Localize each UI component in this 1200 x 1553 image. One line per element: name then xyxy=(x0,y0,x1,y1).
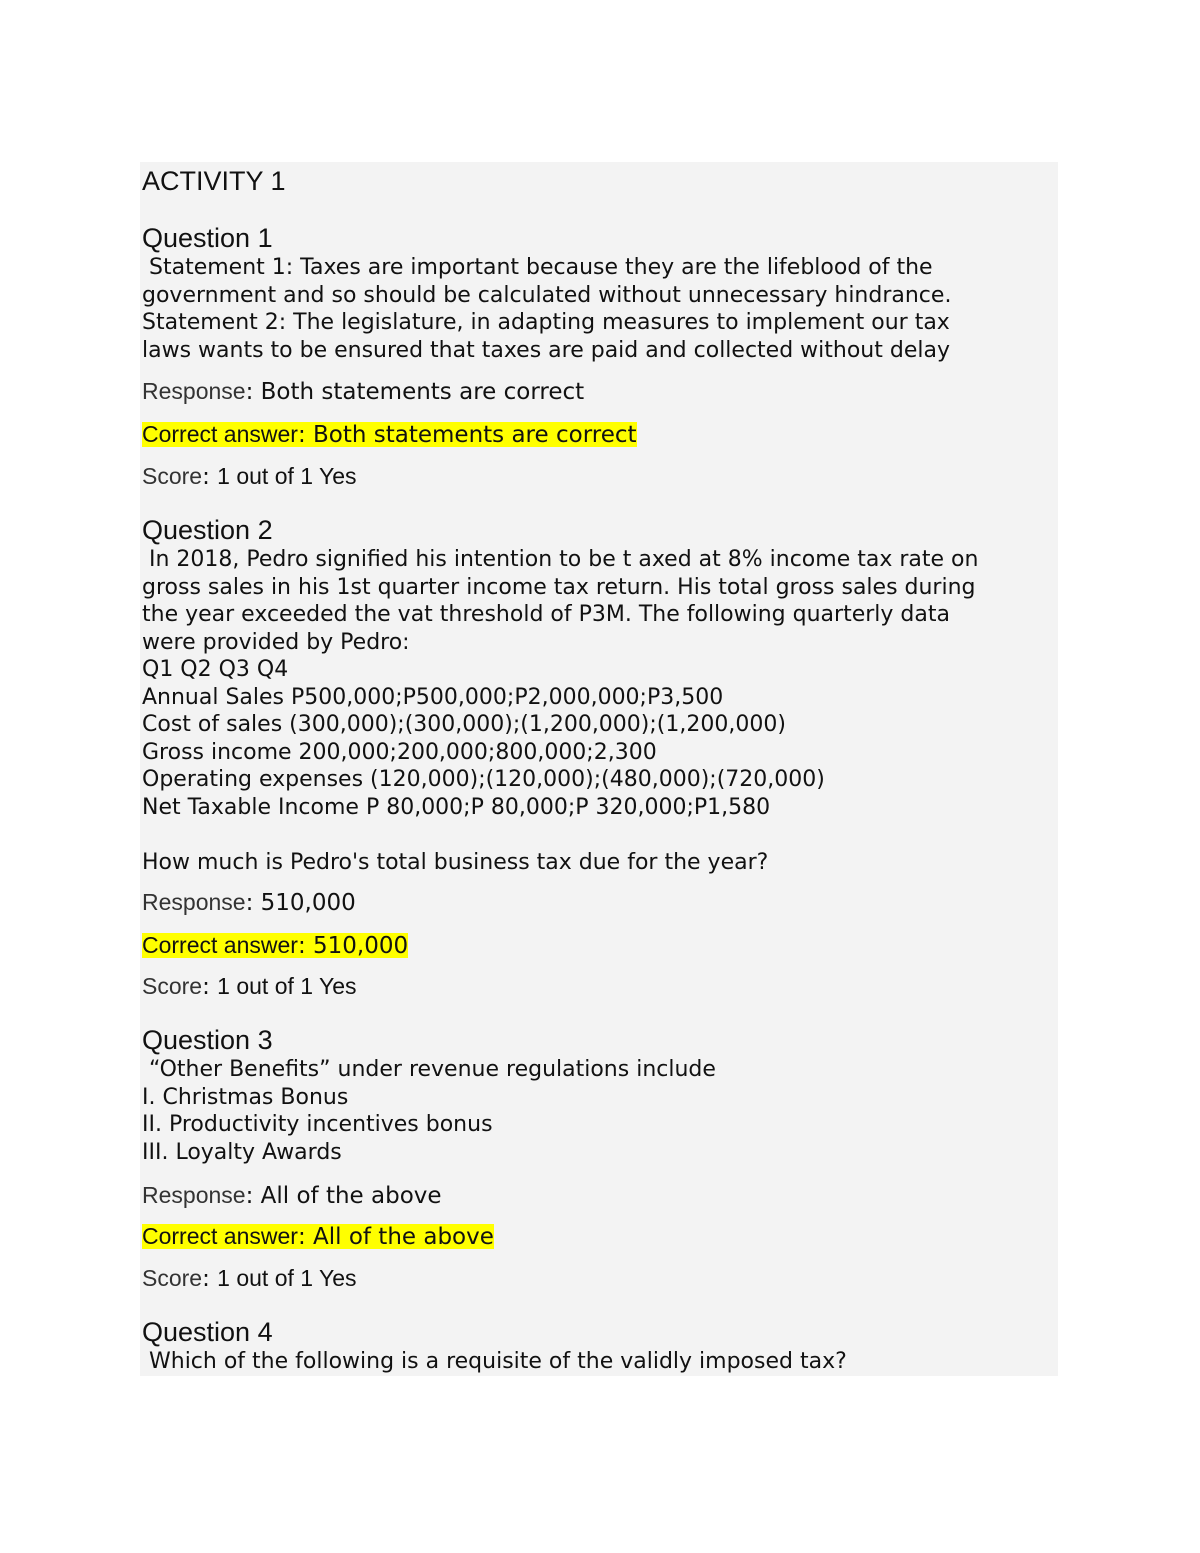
correct-answer-label: Correct answer xyxy=(142,932,298,958)
question-3-heading: Question 3 xyxy=(142,1025,273,1055)
question-3-score: Score: 1 out of 1 Yes xyxy=(142,1265,357,1292)
score-label: Score xyxy=(142,1265,203,1291)
score-value: 1 out of 1 Yes xyxy=(217,463,357,489)
question-2-text: In 2018, Pedro signified his intention to be t axed at 8% income tax rate on gross sales in his 1st quarter income tax return. His total gross sales during the year exceeded the vat threshold of P3M. The following quarterly data were provided by Pedro: Q1 Q2 Q3 Q4 Annual Sales P500,000;P500,000;P2,000,000;P3,500 Cost of sales (300,000);(300,000);(1,200,000);(1,200,000) Gross income 200,000;200,000;800,000;2,300 Operating expenses (120,000);(120,000);(480,000);(720,000) Net Taxable Income P 80,000;P 80,000;P 320,000;P1,580 How much is Pedro's total business tax due for the year? xyxy=(142,547,979,875)
score-label: Score xyxy=(142,463,203,489)
response-value: All of the above xyxy=(260,1183,442,1209)
question-1-correct-answer: Correct answer: Both statements are correct xyxy=(142,421,637,448)
correct-answer-value: Both statements are correct xyxy=(313,422,637,448)
question-2-heading: Question 2 xyxy=(142,515,273,545)
question-1-score: Score: 1 out of 1 Yes xyxy=(142,463,357,490)
correct-answer-value: 510,000 xyxy=(313,933,409,959)
question-4-text: Which of the following is a requisite of the validly imposed tax? xyxy=(142,1349,847,1374)
correct-answer-label: Correct answer xyxy=(142,421,298,447)
question-1-response: Response: Both statements are correct xyxy=(142,378,585,405)
question-4-heading: Question 4 xyxy=(142,1317,273,1347)
score-label: Score xyxy=(142,973,203,999)
question-2-correct-answer: Correct answer: 510,000 xyxy=(142,932,409,959)
document-title: ACTIVITY 1 xyxy=(142,166,286,196)
question-2-response: Response: 510,000 xyxy=(142,889,356,916)
question-1-heading: Question 1 xyxy=(142,223,273,253)
question-3-text: “Other Benefits” under revenue regulations include I. Christmas Bonus II. Productivity incentives bonus III. Loyalty Awards xyxy=(142,1057,716,1165)
question-3-response: Response: All of the above xyxy=(142,1182,442,1209)
response-label: Response xyxy=(142,889,246,915)
question-3-correct-answer: Correct answer: All of the above xyxy=(142,1223,494,1250)
correct-answer-value: All of the above xyxy=(313,1224,494,1250)
response-value: 510,000 xyxy=(260,890,356,916)
score-value: 1 out of 1 Yes xyxy=(217,973,357,999)
correct-answer-label: Correct answer xyxy=(142,1223,298,1249)
response-label: Response xyxy=(142,378,246,404)
question-1-text: Statement 1: Taxes are important because they are the lifeblood of the government and so should be calculated without unnecessary hindrance. Statement 2: The legislature, in adapting measures to implement our tax laws wants to be ensured that taxes are paid and collected without delay xyxy=(142,255,952,363)
response-value: Both statements are correct xyxy=(260,379,585,405)
question-2-score: Score: 1 out of 1 Yes xyxy=(142,973,357,1000)
response-label: Response xyxy=(142,1182,246,1208)
score-value: 1 out of 1 Yes xyxy=(217,1265,357,1291)
